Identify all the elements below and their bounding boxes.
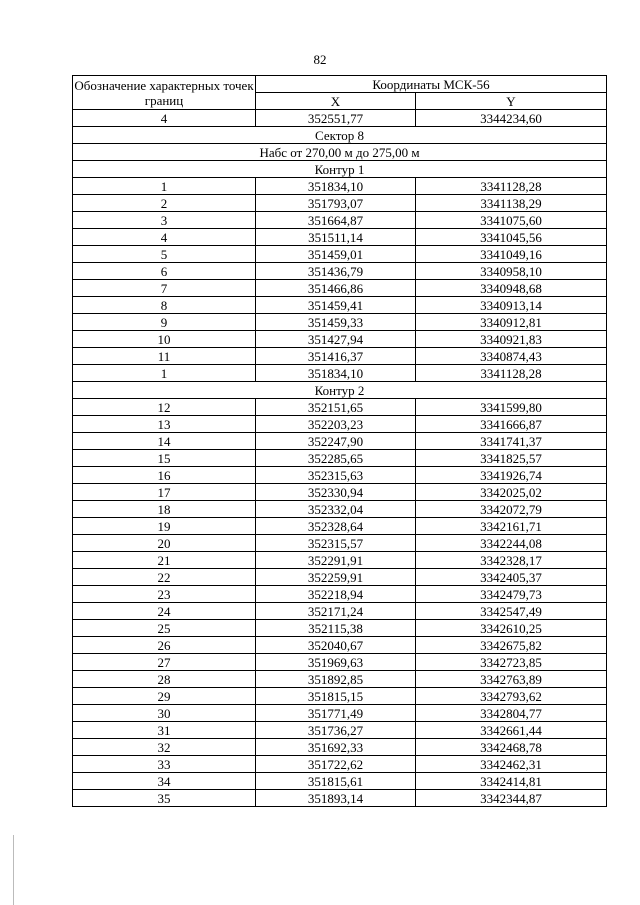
table-row: [73, 212, 607, 229]
x-coordinate-cell: 351436,79: [256, 263, 416, 280]
y-coordinate-cell: 3340921,83: [416, 331, 607, 348]
section-heading: Сектор 8: [73, 127, 607, 144]
y-coordinate-cell: 3342723,85: [416, 654, 607, 671]
table-row: [73, 348, 607, 365]
table-row: [73, 688, 607, 705]
table-row: [73, 790, 607, 807]
point-number-cell: 32: [73, 739, 256, 756]
table-body: [73, 110, 607, 807]
point-number-cell: 30: [73, 705, 256, 722]
x-coordinate-cell: 351969,63: [256, 654, 416, 671]
table-row: [73, 620, 607, 637]
section-row: [73, 382, 607, 399]
point-number-cell: 35: [73, 790, 256, 807]
point-number-cell: 7: [73, 280, 256, 297]
x-coordinate-cell: 352332,04: [256, 501, 416, 518]
coordinates-table: [72, 75, 607, 807]
x-coordinate-cell: 351771,49: [256, 705, 416, 722]
section-row: [73, 161, 607, 178]
x-coordinate-cell: 351815,61: [256, 773, 416, 790]
section-heading: Контур 2: [73, 382, 607, 399]
y-coordinate-cell: 3341138,29: [416, 195, 607, 212]
x-coordinate-cell: 352247,90: [256, 433, 416, 450]
table-row: [73, 586, 607, 603]
y-coordinate-cell: 3342479,73: [416, 586, 607, 603]
y-coordinate-cell: 3342610,25: [416, 620, 607, 637]
y-coordinate-cell: 3342344,87: [416, 790, 607, 807]
y-coordinate-cell: 3340958,10: [416, 263, 607, 280]
point-number-cell: 4: [73, 110, 256, 127]
table-row: [73, 637, 607, 654]
y-coordinate-cell: 3341049,16: [416, 246, 607, 263]
point-number-cell: 34: [73, 773, 256, 790]
table-row: [73, 314, 607, 331]
point-number-cell: 21: [73, 552, 256, 569]
x-coordinate-cell: 351466,86: [256, 280, 416, 297]
table-row: [73, 229, 607, 246]
y-coordinate-cell: 3341666,87: [416, 416, 607, 433]
table-row: [73, 552, 607, 569]
point-number-cell: 16: [73, 467, 256, 484]
table-row: [73, 195, 607, 212]
y-coordinate-cell: 3340912,81: [416, 314, 607, 331]
header-coordinates-title: Координаты МСК-56: [256, 76, 607, 93]
y-coordinate-cell: 3340913,14: [416, 297, 607, 314]
x-coordinate-cell: 351815,15: [256, 688, 416, 705]
y-coordinate-cell: 3342025,02: [416, 484, 607, 501]
table-row: [73, 178, 607, 195]
y-coordinate-cell: 3342161,71: [416, 518, 607, 535]
table-row: [73, 331, 607, 348]
y-coordinate-cell: 3342072,79: [416, 501, 607, 518]
scan-edge-line: [13, 835, 14, 905]
y-coordinate-cell: 3340874,43: [416, 348, 607, 365]
table-row: [73, 416, 607, 433]
point-number-cell: 15: [73, 450, 256, 467]
section-row: [73, 127, 607, 144]
point-number-cell: 25: [73, 620, 256, 637]
x-coordinate-cell: 351834,10: [256, 365, 416, 382]
section-row: [73, 144, 607, 161]
point-number-cell: 3: [73, 212, 256, 229]
table-row: [73, 739, 607, 756]
x-coordinate-cell: 351459,33: [256, 314, 416, 331]
y-coordinate-cell: 3340948,68: [416, 280, 607, 297]
point-number-cell: 1: [73, 365, 256, 382]
table-row: [73, 297, 607, 314]
x-coordinate-cell: 351736,27: [256, 722, 416, 739]
x-coordinate-cell: 351692,33: [256, 739, 416, 756]
point-number-cell: 6: [73, 263, 256, 280]
y-coordinate-cell: 3344234,60: [416, 110, 607, 127]
header-point-label: Обозначение характерных точек границ: [74, 77, 254, 108]
table-row: [73, 722, 607, 739]
y-coordinate-cell: 3342328,17: [416, 552, 607, 569]
table-row: [73, 450, 607, 467]
table-row: [73, 280, 607, 297]
x-coordinate-cell: 351834,10: [256, 178, 416, 195]
y-coordinate-cell: 3342675,82: [416, 637, 607, 654]
x-coordinate-cell: 351459,01: [256, 246, 416, 263]
table-row: [73, 467, 607, 484]
table-row: [73, 433, 607, 450]
y-coordinate-cell: 3342661,44: [416, 722, 607, 739]
x-coordinate-cell: 351893,14: [256, 790, 416, 807]
y-coordinate-cell: 3341926,74: [416, 467, 607, 484]
point-number-cell: 24: [73, 603, 256, 620]
x-coordinate-cell: 352315,57: [256, 535, 416, 552]
point-number-cell: 9: [73, 314, 256, 331]
table-row: [73, 671, 607, 688]
table-row: [73, 246, 607, 263]
point-number-cell: 10: [73, 331, 256, 348]
header-x: X: [256, 93, 416, 110]
point-number-cell: 19: [73, 518, 256, 535]
table-row: [73, 110, 607, 127]
x-coordinate-cell: 352291,91: [256, 552, 416, 569]
x-coordinate-cell: 351459,41: [256, 297, 416, 314]
y-coordinate-cell: 3342793,62: [416, 688, 607, 705]
x-coordinate-cell: 352551,77: [256, 110, 416, 127]
point-number-cell: 2: [73, 195, 256, 212]
x-coordinate-cell: 351511,14: [256, 229, 416, 246]
point-number-cell: 11: [73, 348, 256, 365]
point-number-cell: 33: [73, 756, 256, 773]
section-heading: Набс от 270,00 м до 275,00 м: [73, 144, 607, 161]
y-coordinate-cell: 3342405,37: [416, 569, 607, 586]
point-number-cell: 14: [73, 433, 256, 450]
header-y: Y: [416, 93, 607, 110]
table-row: [73, 535, 607, 552]
table-row: [73, 501, 607, 518]
point-number-cell: 22: [73, 569, 256, 586]
y-coordinate-cell: 3342547,49: [416, 603, 607, 620]
x-coordinate-cell: 352203,23: [256, 416, 416, 433]
y-coordinate-cell: 3342468,78: [416, 739, 607, 756]
point-number-cell: 5: [73, 246, 256, 263]
y-coordinate-cell: 3341128,28: [416, 365, 607, 382]
x-coordinate-cell: 352259,91: [256, 569, 416, 586]
y-coordinate-cell: 3341075,60: [416, 212, 607, 229]
point-number-cell: 28: [73, 671, 256, 688]
table-row: [73, 705, 607, 722]
x-coordinate-cell: 351427,94: [256, 331, 416, 348]
point-number-cell: 31: [73, 722, 256, 739]
table-row: [73, 365, 607, 382]
table-row: [73, 399, 607, 416]
x-coordinate-cell: 352285,65: [256, 450, 416, 467]
y-coordinate-cell: 3341599,80: [416, 399, 607, 416]
point-number-cell: 27: [73, 654, 256, 671]
point-number-cell: 29: [73, 688, 256, 705]
y-coordinate-cell: 3342462,31: [416, 756, 607, 773]
x-coordinate-cell: 351664,87: [256, 212, 416, 229]
x-coordinate-cell: 352115,38: [256, 620, 416, 637]
table-row: [73, 569, 607, 586]
point-number-cell: 4: [73, 229, 256, 246]
x-coordinate-cell: 351416,37: [256, 348, 416, 365]
point-number-cell: 23: [73, 586, 256, 603]
table-row: [73, 484, 607, 501]
table-row: [73, 773, 607, 790]
table-header: [73, 76, 607, 110]
point-number-cell: 1: [73, 178, 256, 195]
x-coordinate-cell: 352151,65: [256, 399, 416, 416]
page-number: 82: [313, 52, 327, 67]
point-number-cell: 17: [73, 484, 256, 501]
table-row: [73, 654, 607, 671]
y-coordinate-cell: 3341128,28: [416, 178, 607, 195]
point-number-cell: 18: [73, 501, 256, 518]
y-coordinate-cell: 3342763,89: [416, 671, 607, 688]
x-coordinate-cell: 352218,94: [256, 586, 416, 603]
table-row: [73, 518, 607, 535]
x-coordinate-cell: 352328,64: [256, 518, 416, 535]
y-coordinate-cell: 3342244,08: [416, 535, 607, 552]
x-coordinate-cell: 351793,07: [256, 195, 416, 212]
x-coordinate-cell: 351722,62: [256, 756, 416, 773]
point-number-cell: 8: [73, 297, 256, 314]
x-coordinate-cell: 352171,24: [256, 603, 416, 620]
y-coordinate-cell: 3341825,57: [416, 450, 607, 467]
x-coordinate-cell: 352330,94: [256, 484, 416, 501]
table-row: [73, 603, 607, 620]
y-coordinate-cell: 3341045,56: [416, 229, 607, 246]
table-row: [73, 756, 607, 773]
point-number-cell: 20: [73, 535, 256, 552]
y-coordinate-cell: 3342804,77: [416, 705, 607, 722]
point-number-cell: 13: [73, 416, 256, 433]
point-number-cell: 26: [73, 637, 256, 654]
x-coordinate-cell: 351892,85: [256, 671, 416, 688]
y-coordinate-cell: 3341741,37: [416, 433, 607, 450]
y-coordinate-cell: 3342414,81: [416, 773, 607, 790]
table-row: [73, 263, 607, 280]
x-coordinate-cell: 352040,67: [256, 637, 416, 654]
point-number-cell: 12: [73, 399, 256, 416]
x-coordinate-cell: 352315,63: [256, 467, 416, 484]
section-heading: Контур 1: [73, 161, 607, 178]
